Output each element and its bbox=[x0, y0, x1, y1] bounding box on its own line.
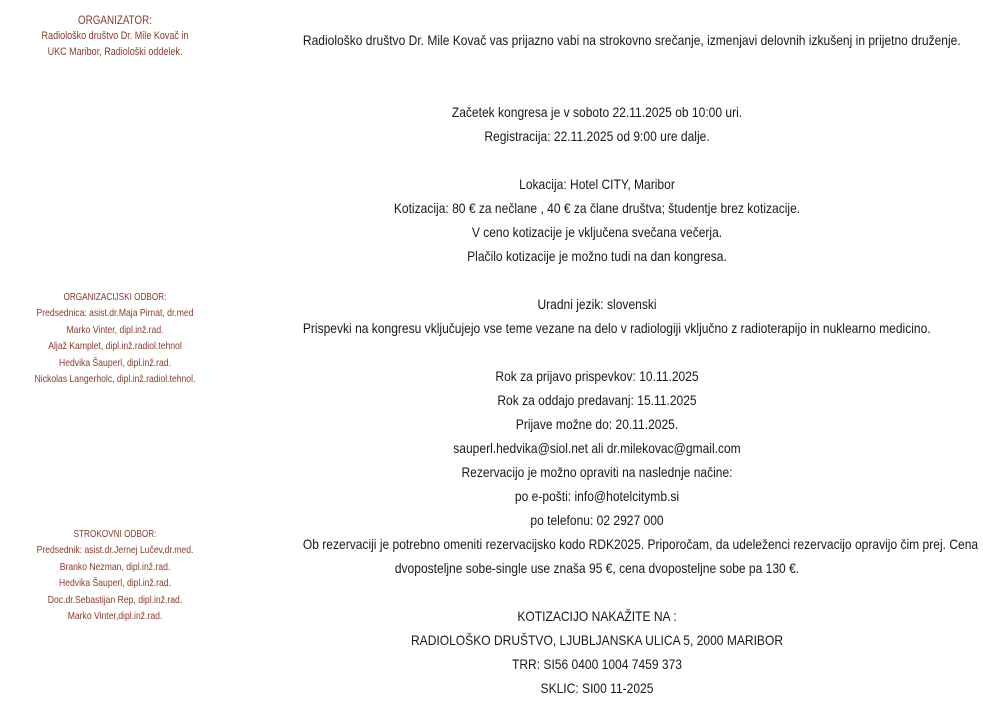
committee-member: Hedvika Šauperl, dipl.inž.rad. bbox=[58, 356, 171, 369]
start-text: Začetek kongresa je v soboto 22.11.2025 ob 10:00 uri. bbox=[451, 104, 743, 120]
organizer-heading: ORGANIZATOR: bbox=[77, 13, 152, 27]
payment-address: RADIOLOŠKO DRUŠTVO, LJUBLJANSKA ULICA 5, 2000 MARIBOR bbox=[410, 632, 784, 648]
fee-dinner-text: V ceno kotizacije je vključena svečana večerja. bbox=[471, 224, 723, 240]
fee-payment-text: Plačilo kotizacije je možno tudi na dan kongresa. bbox=[467, 248, 727, 264]
committee-member: Aljaž Kamplet, dipl.inž.radiol.tehnol bbox=[48, 340, 182, 352]
committee-member: Predsednica: asist.dr.Maja Pirnat, dr.med bbox=[36, 307, 194, 319]
payment-sklic: SKLIC: SI00 11-2025 bbox=[540, 680, 654, 696]
reservation-note-line-1: Ob rezervaciji je potrebno omeniti rezervacijsko kodo RDK2025. Priporočam, da udeleženci rezervacijo opravijo čim prej. Cena bbox=[302, 536, 979, 552]
location-text: Lokacija: Hotel CITY, Maribor bbox=[519, 176, 675, 192]
organizer-block bbox=[29, 12, 201, 60]
organizer-line: UKC Maribor, Radiološki oddelek. bbox=[47, 46, 183, 58]
committee-member: Branko Nezman, dipl.inž.rad. bbox=[59, 560, 171, 573]
committee-member: Doc.dr.Sebastijan Rep, dipl.inž.rad. bbox=[47, 593, 183, 606]
reservation-note-line-2: dvoposteljne sobe-single use znaša 95 €, cena dvoposteljne sobe pa 130 €. bbox=[394, 560, 800, 576]
deadline-submissions-text: Rok za prijavo prispevkov: 10.11.2025 bbox=[495, 368, 699, 384]
registration-until-text: Prijave možne do: 20.11.2025. bbox=[515, 416, 679, 432]
organizer-line: Radiološko društvo Dr. Mile Kovač in bbox=[41, 30, 189, 42]
registration-text: Registracija: 22.11.2025 od 9:00 ure dalje. bbox=[484, 128, 710, 144]
committee-member: Marko Vinter, dipl.inž.rad. bbox=[66, 323, 164, 336]
scientific-committee-heading: STROKOVNI ODBOR: bbox=[73, 529, 157, 540]
committee-member: Hedvika Šauperl, dipl.inž.rad. bbox=[58, 577, 171, 589]
committee-member: Nickolas Langerholc, dipl.inž.radiol.tehnol. bbox=[34, 373, 196, 385]
payment-trr: TRR: SI56 0400 1004 7459 373 bbox=[511, 656, 683, 672]
topics-text: Prispevki na kongresu vključujejo vse teme vezane na delo v radiologiji vključno z radioterapijo in nuklearno medicino. bbox=[302, 320, 931, 336]
reservation-phone-text: po telefonu: 02 2927 000 bbox=[530, 512, 664, 528]
reservation-email-text: po e-pošti: info@hotelcitymb.si bbox=[514, 488, 680, 504]
committee-member: Marko Vinter,dipl.inž.rad. bbox=[67, 610, 163, 622]
deadline-lectures-text: Rok za oddajo predavanj: 15.11.2025 bbox=[497, 392, 697, 408]
fee-text: Kotizacija: 80 € za nečlane , 40 € za člane društva; študentje brez kotizacije. bbox=[393, 200, 801, 216]
language-text: Uradni jezik: slovenski bbox=[537, 296, 657, 312]
organizing-committee-block bbox=[29, 290, 201, 388]
organizing-committee-heading: ORGANIZACIJSKI ODBOR: bbox=[63, 292, 167, 303]
reservation-intro-text: Rezervacijo je možno opraviti na naslednje načine: bbox=[461, 464, 733, 480]
payment-heading: KOTIZACIJO NAKAŽITE NA : bbox=[517, 608, 677, 624]
committee-member: Predsednik: asist.dr.Jernej Lučev,dr.med. bbox=[36, 544, 194, 556]
intro-text: Radiološko društvo Dr. Mile Kovač vas prijazno vabi na strokovno srečanje, izmenjavi delovnih izkušenj in prijetno druženje. bbox=[302, 32, 961, 48]
scientific-committee-block bbox=[29, 527, 201, 625]
contact-emails: sauperl.hedvika@siol.net ali dr.milekovac@gmail.com bbox=[453, 440, 741, 456]
